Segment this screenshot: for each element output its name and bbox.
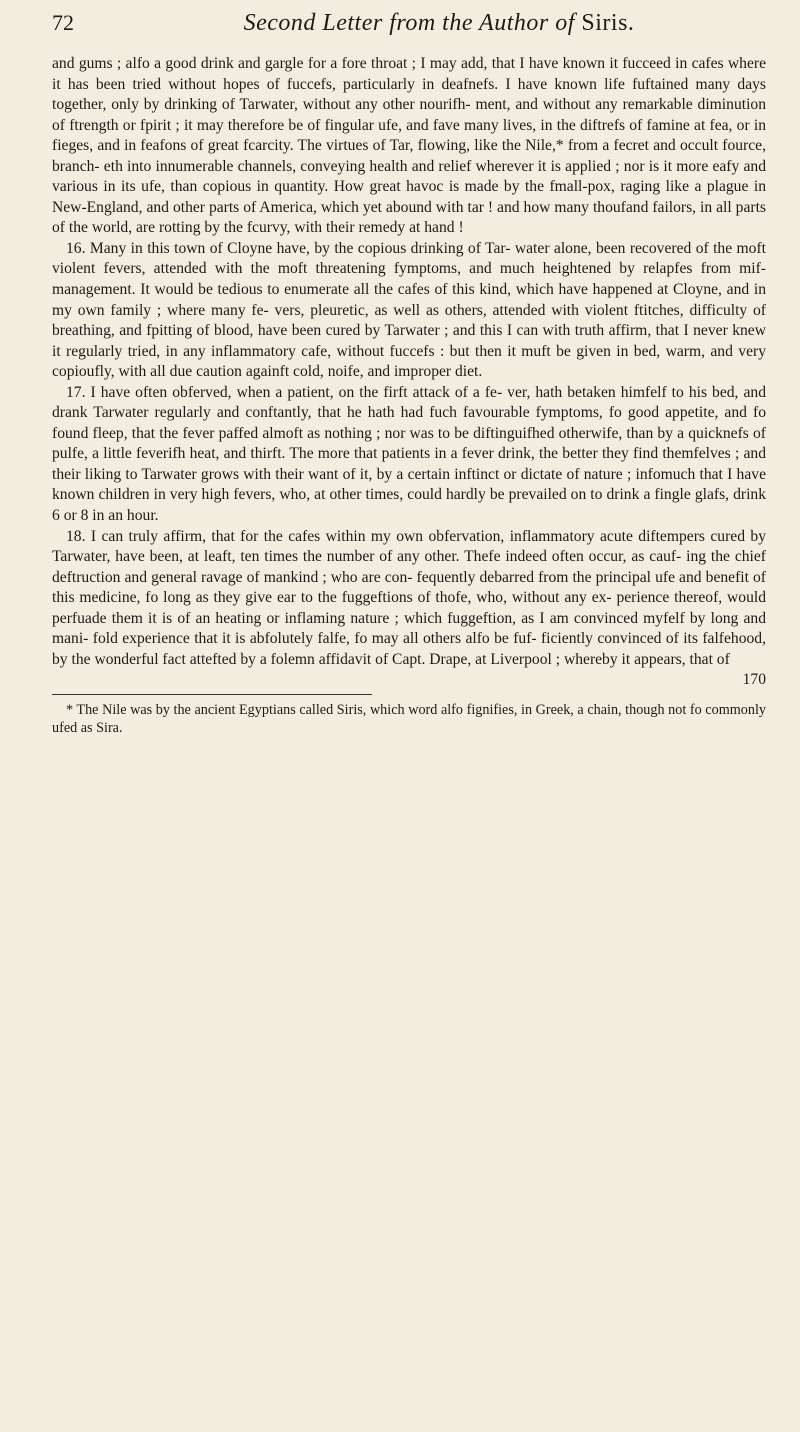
paragraph-continued: and gums ; alfo a good drink and gargle for a fore throat ; I may add, that I have known it fucceed in cafes where it has been tried without hopes of fuccefs, particularly in deafnefs. I have known life fuftained many days together, only by drinking of Tarwater, without any other nourifh- ment, and without any remarkable diminution of ftrength or fpirit ; it may therefore be of fingular ufe, and fave many lives, in the diftrefs of famine at fea, or in fieges, and in feafons of great fcarcity. The virtues of Tar, flowing, like the Nile,* from a fecret and occult fource, branch- eth into innumerable channels, conveying health and relief wherever it is applied ; nor is it more eafy and various in its ufe, than copious in quantity. How great havoc is made by the fmall-pox, raging like a plague in New-England, and other parts of America, which yet abound with tar ! and how many thoufand failors, in all parts of the world, are rotting by the fcurvy, with their remedy at hand ! <box>52 55 766 237</box>
paragraph-17: 17. I have often obferved, when a patient, on the firft attack of a fe- ver, hath betaken himfelf to his bed, and drank Tarwater regularly and conftantly, that he hath had fuch favourable fymptoms, fo good appetite, and fo found fleep, that the fever paffed almoft as nothing ; nor was to be diftinguifhed otherwife, than by a quicknefs of pulfe, a little feverifh heat, and thirft. The more that patients in a fever drink, the better they find themfelves ; and their liking to Tarwater grows with their want of it, by a certain inftinct or dictate of nature ; infomuch that I have known children in very high fevers, who, at other times, could hardly be prevailed on to drink a fingle glafs, drink 6 or 8 in an hour. <box>52 383 766 525</box>
body-text <box>52 54 766 670</box>
paragraph-16: 16. Many in this town of Cloyne have, by the copious drinking of Tar- water alone, been recovered of the moft violent fevers, attended with the moft threatening fymptoms, and much heightened by relapfes from mif- management. It would be tedious to enumerate all the cafes of this kind, which have happened at Cloyne, and in my own family ; where many fe- vers, pleuretic, as well as others, attended with violent ftitches, difficulty of breathing, and fpitting of blood, have been cured by Tarwater ; and this I can with truth affirm, that I never knew it regularly tried, in any inflammatory cafe, without fuccefs : but then it muft be given in bed, warm, and very copioufly, with all due caution againft cold, noife, and improper diet. <box>52 239 766 381</box>
page-number: 72 <box>52 10 74 35</box>
footnote-rule <box>52 694 372 695</box>
page-header <box>52 10 766 54</box>
paragraph-18: 18. I can truly affirm, that for the cafes within my own obfervation, inflammatory acute diftempers cured by Tarwater, have been, at leaft, ten times the number of any other. Thefe indeed often occur, as cauf- ing the chief deftruction and general ravage of mankind ; who are con- fequently debarred from the principal ufe and benefit of this medicine, fo long as they give ear to the fuggeftions of thofe, who, without any ex- perience thereof, would perfuade them it is of an heating or inflaming nature ; which fuggeftion, as I am convinced myfelf by long and mani- fold experience that it is abfolutely falfe, fo may all others alfo be fuf- ficiently convinced of its falfehood, by the wonderful fact attefted by a folemn affidavit of Capt. Drape, at Liverpool ; whereby it appears, that of <box>52 527 766 668</box>
running-head-italic: Second Letter from the Author of <box>243 10 582 36</box>
running-head-roman: Siris. <box>581 10 635 36</box>
catchword: 170 <box>742 671 766 689</box>
running-head <box>112 10 766 37</box>
footnote: * The Nile was by the ancient Egyptians called Siris, which word alfo fignifies, in Greek, a chain, though not fo commonly ufed as Sira. <box>52 702 766 737</box>
